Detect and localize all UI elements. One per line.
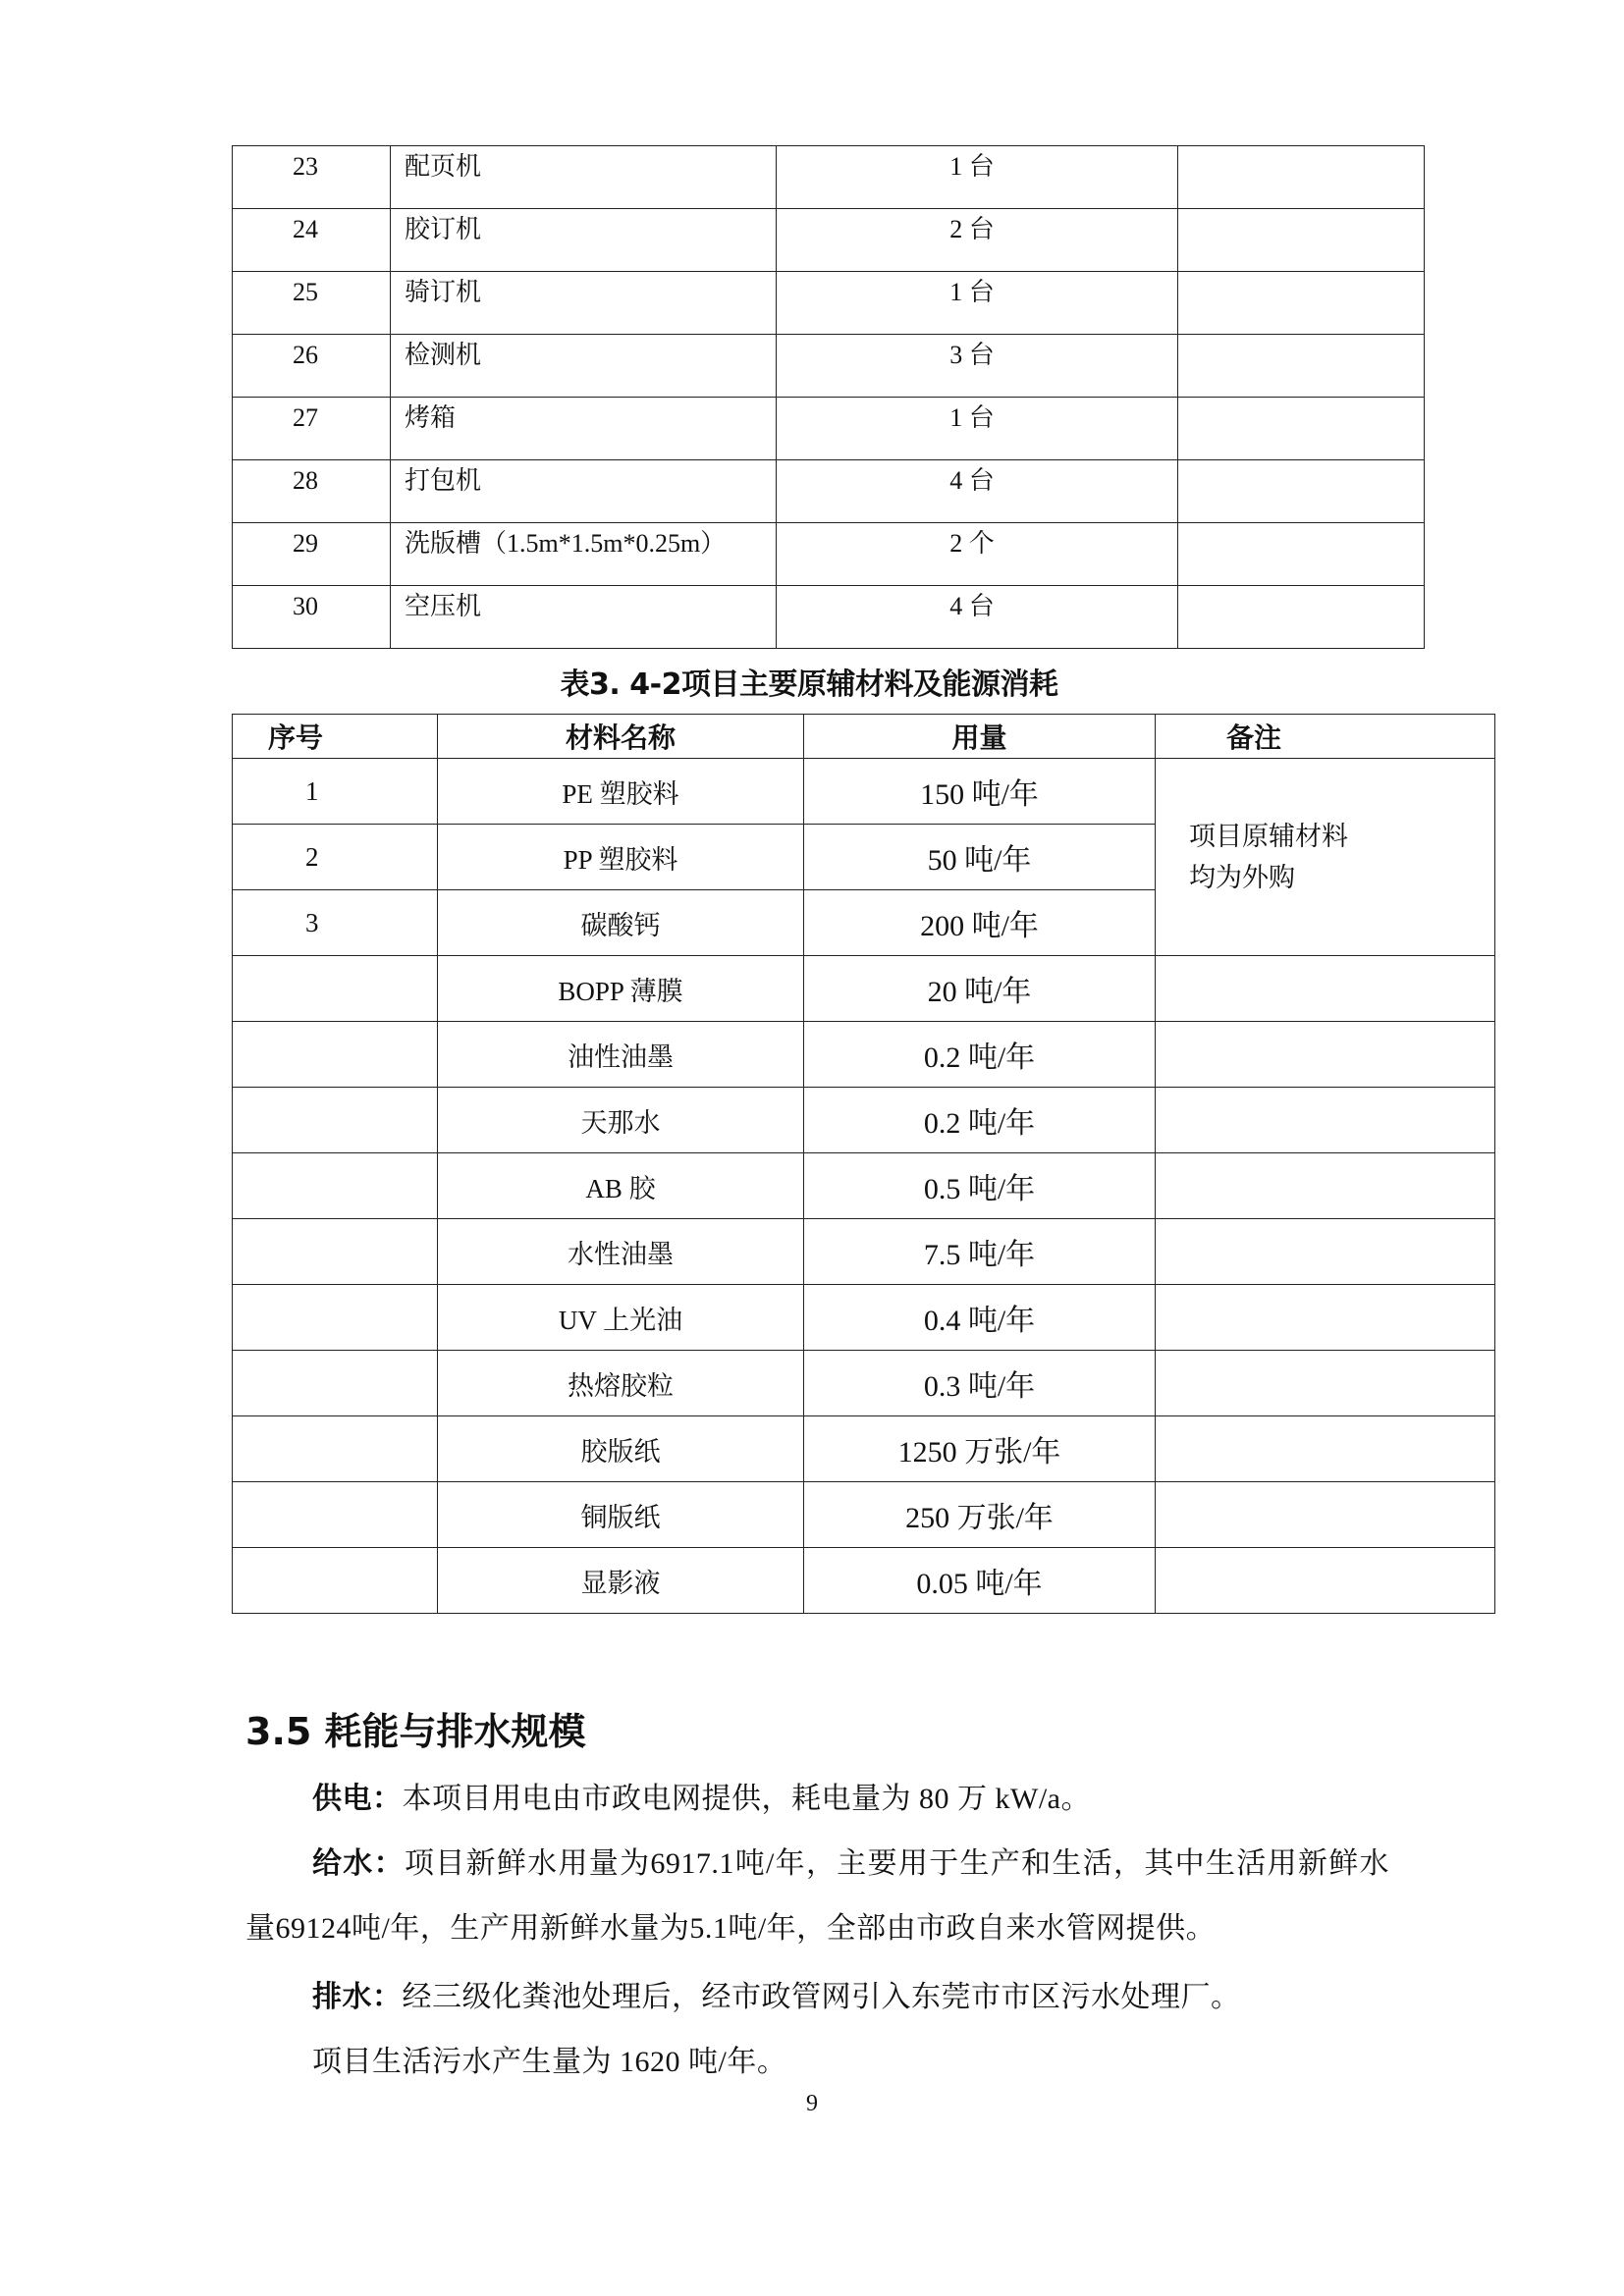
section-heading: 3.5 耗能与排水规模 bbox=[245, 1710, 586, 1753]
paragraph-drainage bbox=[245, 1965, 1389, 2030]
material-note bbox=[1156, 1022, 1495, 1088]
table-row bbox=[233, 1548, 1495, 1614]
row-number bbox=[233, 956, 438, 1022]
equipment-note bbox=[1178, 335, 1425, 398]
row-number: 29 bbox=[233, 523, 391, 586]
table-row bbox=[233, 272, 1425, 335]
equipment-quantity: 3 台 bbox=[777, 335, 1178, 398]
table-row bbox=[233, 398, 1425, 460]
equipment-name: 打包机 bbox=[391, 460, 777, 523]
material-name: 油性油墨 bbox=[438, 1022, 804, 1088]
table-row bbox=[233, 1219, 1495, 1285]
row-number: 27 bbox=[233, 398, 391, 460]
row-number: 3 bbox=[233, 890, 438, 956]
material-name: 铜版纸 bbox=[438, 1482, 804, 1548]
material-note bbox=[1156, 759, 1495, 956]
material-quantity: 250 万张/年 bbox=[804, 1482, 1156, 1548]
material-name: UV 上光油 bbox=[438, 1285, 804, 1351]
row-number bbox=[233, 1285, 438, 1351]
row-number bbox=[233, 1022, 438, 1088]
row-number bbox=[233, 1351, 438, 1416]
row-number: 30 bbox=[233, 586, 391, 649]
material-note bbox=[1156, 1219, 1495, 1285]
material-note bbox=[1156, 1416, 1495, 1482]
material-note bbox=[1156, 1482, 1495, 1548]
table-row bbox=[233, 586, 1425, 649]
material-note bbox=[1156, 956, 1495, 1022]
paragraph-sewage bbox=[245, 2030, 1389, 2095]
equipment-quantity: 2 台 bbox=[777, 209, 1178, 272]
equipment-table bbox=[232, 145, 1425, 649]
page-number: 9 bbox=[806, 2091, 818, 2116]
header-note: 备注 bbox=[1156, 715, 1495, 759]
table-row bbox=[233, 335, 1425, 398]
material-note bbox=[1156, 1088, 1495, 1153]
paragraph-lead: 供电： bbox=[312, 1782, 403, 1816]
material-name: 显影液 bbox=[438, 1548, 804, 1614]
equipment-quantity: 1 台 bbox=[777, 272, 1178, 335]
table-row bbox=[233, 1088, 1495, 1153]
material-name: 碳酸钙 bbox=[438, 890, 804, 956]
material-note bbox=[1156, 1285, 1495, 1351]
material-name: 热熔胶粒 bbox=[438, 1351, 804, 1416]
equipment-quantity: 4 台 bbox=[777, 586, 1178, 649]
material-quantity: 0.2 吨/年 bbox=[804, 1088, 1156, 1153]
material-quantity: 0.2 吨/年 bbox=[804, 1022, 1156, 1088]
table-row bbox=[233, 1351, 1495, 1416]
row-number bbox=[233, 1219, 438, 1285]
table-row bbox=[233, 1482, 1495, 1548]
header-quantity: 用量 bbox=[804, 715, 1156, 759]
material-quantity: 7.5 吨/年 bbox=[804, 1219, 1156, 1285]
row-number: 1 bbox=[233, 759, 438, 825]
paragraph-lead: 给水： bbox=[312, 1846, 405, 1881]
row-number bbox=[233, 1416, 438, 1482]
table-row bbox=[233, 523, 1425, 586]
material-quantity: 150 吨/年 bbox=[804, 759, 1156, 825]
material-name: PP 塑胶料 bbox=[438, 825, 804, 890]
equipment-quantity: 2 个 bbox=[777, 523, 1178, 586]
materials-table bbox=[232, 714, 1495, 1614]
material-quantity: 200 吨/年 bbox=[804, 890, 1156, 956]
row-number bbox=[233, 1548, 438, 1614]
table-row bbox=[233, 1285, 1495, 1351]
equipment-note bbox=[1178, 398, 1425, 460]
equipment-name: 配页机 bbox=[391, 146, 777, 209]
material-quantity: 0.05 吨/年 bbox=[804, 1548, 1156, 1614]
equipment-name: 骑订机 bbox=[391, 272, 777, 335]
table-row bbox=[233, 956, 1495, 1022]
paragraph-text: 本项目用电由市政电网提供，耗电量为 80 万 kW/a。 bbox=[402, 1783, 1091, 1815]
material-quantity: 20 吨/年 bbox=[804, 956, 1156, 1022]
material-quantity: 1250 万张/年 bbox=[804, 1416, 1156, 1482]
row-number bbox=[233, 1153, 438, 1219]
paragraph-text: 经三级化粪池处理后，经市政管网引入东莞市市区污水处理厂。 bbox=[402, 1981, 1241, 2013]
material-note bbox=[1156, 1548, 1495, 1614]
row-number: 24 bbox=[233, 209, 391, 272]
equipment-note bbox=[1178, 523, 1425, 586]
table-row bbox=[233, 146, 1425, 209]
equipment-note bbox=[1178, 146, 1425, 209]
equipment-quantity: 1 台 bbox=[777, 146, 1178, 209]
material-note-text: 项目原辅材料均为外购 bbox=[1189, 822, 1348, 892]
equipment-name: 空压机 bbox=[391, 586, 777, 649]
equipment-note bbox=[1178, 586, 1425, 649]
material-name: BOPP 薄膜 bbox=[438, 956, 804, 1022]
material-quantity: 0.5 吨/年 bbox=[804, 1153, 1156, 1219]
row-number: 2 bbox=[233, 825, 438, 890]
equipment-name: 洗版槽（1.5m*1.5m*0.25m） bbox=[391, 523, 777, 586]
paragraph-power-supply bbox=[245, 1767, 1389, 1832]
paragraph-water-supply bbox=[245, 1832, 1389, 1961]
row-number: 28 bbox=[233, 460, 391, 523]
material-name: 天那水 bbox=[438, 1088, 804, 1153]
equipment-quantity: 4 台 bbox=[777, 460, 1178, 523]
row-number bbox=[233, 1482, 438, 1548]
table-row bbox=[233, 759, 1495, 825]
table-row bbox=[233, 1022, 1495, 1088]
table-row bbox=[233, 1416, 1495, 1482]
paragraph-text: 项目生活污水产生量为 1620 吨/年。 bbox=[312, 2046, 787, 2078]
equipment-note bbox=[1178, 460, 1425, 523]
equipment-note bbox=[1178, 272, 1425, 335]
material-quantity: 0.4 吨/年 bbox=[804, 1285, 1156, 1351]
material-note bbox=[1156, 1351, 1495, 1416]
header-number: 序号 bbox=[233, 715, 438, 759]
material-name: AB 胶 bbox=[438, 1153, 804, 1219]
table-row bbox=[233, 209, 1425, 272]
paragraph-text: 项目新鲜水用量为6917.1吨/年，主要用于生产和生活，其中生活用新鲜水量69124吨/年，生产用新鲜水量为5.1吨/年，全部由市政自来水管网提供。 bbox=[245, 1847, 1390, 1945]
material-name: 水性油墨 bbox=[438, 1219, 804, 1285]
equipment-name: 胶订机 bbox=[391, 209, 777, 272]
material-quantity: 0.3 吨/年 bbox=[804, 1351, 1156, 1416]
header-material-name: 材料名称 bbox=[438, 715, 804, 759]
material-quantity: 50 吨/年 bbox=[804, 825, 1156, 890]
row-number: 23 bbox=[233, 146, 391, 209]
paragraph-lead: 排水： bbox=[312, 1980, 403, 2014]
row-number: 25 bbox=[233, 272, 391, 335]
table-caption: 表3. 4-2项目主要原辅材料及能源消耗 bbox=[560, 667, 1058, 702]
equipment-note bbox=[1178, 209, 1425, 272]
material-note bbox=[1156, 1153, 1495, 1219]
material-name: 胶版纸 bbox=[438, 1416, 804, 1482]
table-row bbox=[233, 460, 1425, 523]
row-number: 26 bbox=[233, 335, 391, 398]
equipment-name: 烤箱 bbox=[391, 398, 777, 460]
equipment-name: 检测机 bbox=[391, 335, 777, 398]
table-header-row bbox=[233, 715, 1495, 759]
row-number bbox=[233, 1088, 438, 1153]
equipment-quantity: 1 台 bbox=[777, 398, 1178, 460]
material-name: PE 塑胶料 bbox=[438, 759, 804, 825]
table-row bbox=[233, 1153, 1495, 1219]
